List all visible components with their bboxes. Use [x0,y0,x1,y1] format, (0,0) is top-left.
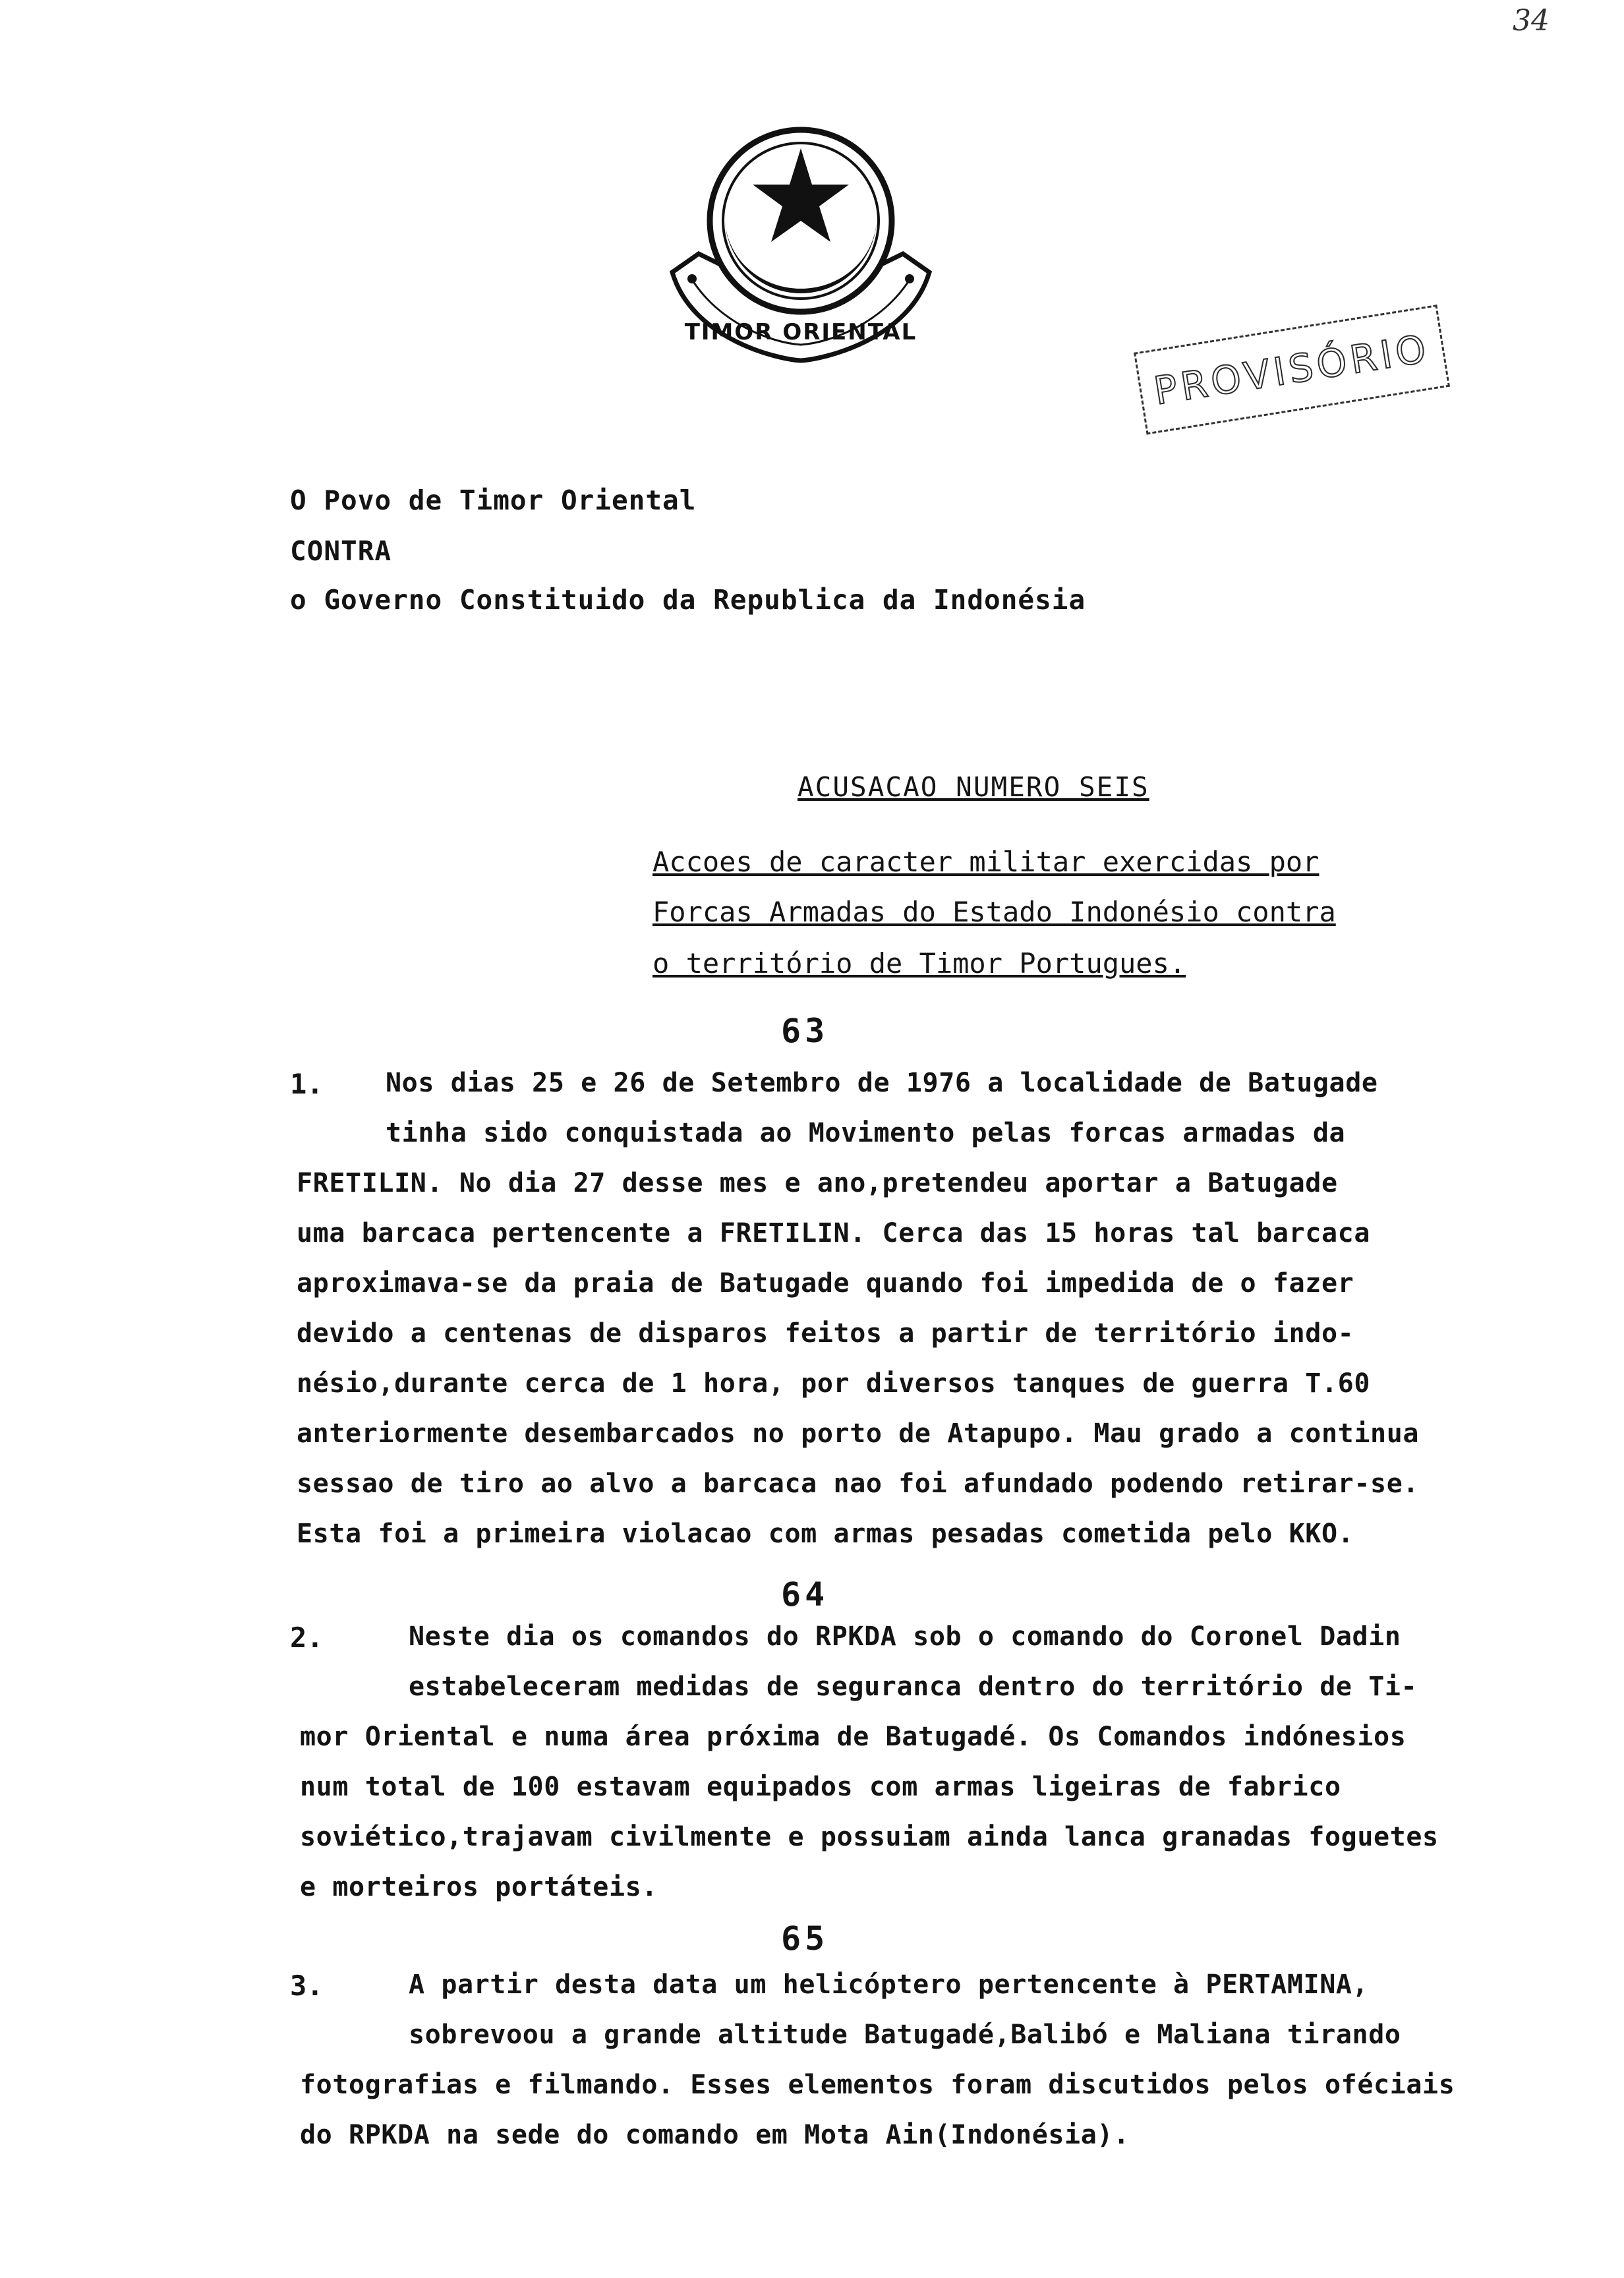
paragraph-line: Esta foi a primeira violacao com armas pesadas cometida pelo KKO. [297,1519,1354,1549]
paragraph-marker: 2. [290,1621,324,1654]
paragraph-line: Nos dias 25 e 26 de Setembro de 1976 a localidade de Batugade [386,1068,1378,1098]
paragraph-line: num total de 100 estavam equipados com armas ligeiras de fabrico [300,1772,1341,1802]
paragraph-line: soviético,trajavam civilmente e possuiam ainda lanca granadas foguetes [300,1822,1439,1852]
subtitle-line-3: o território de Timor Portugues. [652,947,1186,979]
stamp-text: PROVISÓRIO [1151,326,1433,414]
section-number: 63 [781,1012,829,1050]
paragraph-line: sobrevoou a grande altitude Batugadé,Balibó e Maliana tirando [409,2020,1401,2050]
header-line-2: CONTRA [290,535,392,567]
paragraph-line: mor Oriental e numa área próxima de Batugadé. Os Comandos indónesios [300,1722,1406,1752]
paragraph-line: A partir desta data um helicóptero pertencente à PERTAMINA, [409,1970,1369,2000]
paragraph-marker: 1. [290,1068,324,1100]
paragraph-line: FRETILIN. No dia 27 desse mes e ano,pretendeu aportar a Batugade [297,1168,1338,1198]
paragraph-line: aproximava-se da praia de Batugade quando foi impedida de o fazer [297,1268,1354,1299]
subtitle-line-2: Forcas Armadas do Estado Indonésio contra [652,896,1336,928]
paragraph-line: nésio,durante cerca de 1 hora, por diversos tanques de guerra T.60 [297,1368,1371,1399]
header-line-3: o Governo Constituido da Republica da Indonésia [290,584,1086,616]
paragraph-line: uma barcaca pertencente a FRETILIN. Cerca das 15 horas tal barcaca [297,1218,1371,1248]
paragraph-line: anteriormente desembarcados no porto de Atapupo. Mau grado a continua [297,1418,1420,1449]
subtitle-line-1: Accoes de caracter militar exercidas por [652,846,1320,878]
section-number: 64 [781,1575,829,1614]
seal-banner-text: TIMOR ORIENTAL [684,319,917,345]
section-number: 65 [781,1919,829,1958]
paragraph-line: fotografias e filmando. Esses elementos foram discutidos pelos oféciais [300,2070,1455,2100]
paragraph-line: e morteiros portáteis. [300,1872,658,1902]
paragraph-line: tinha sido conquistada ao Movimento pelas forcas armadas da [386,1118,1346,1148]
provisorio-stamp [1134,305,1450,434]
document-title: ACUSACAO NUMERO SEIS [798,771,1149,803]
paragraph-line: do RPKDA na sede do comando em Mota Ain(Indonésia). [300,2120,1130,2150]
timor-oriental-seal [659,122,942,372]
header-line-1: O Povo de Timor Oriental [290,484,697,516]
paragraph-line: Neste dia os comandos do RPKDA sob o comando do Coronel Dadin [409,1621,1401,1652]
paragraph-line: sessao de tiro ao alvo a barcaca nao foi afundado podendo retirar-se. [297,1469,1420,1499]
paragraph-marker: 3. [290,1970,324,2002]
paragraph-line: devido a centenas de disparos feitos a partir de território indo- [297,1318,1354,1349]
page-number: 34 [1513,4,1550,38]
paragraph-line: estabeleceram medidas de seguranca dentro do território de Ti- [409,1672,1418,1702]
